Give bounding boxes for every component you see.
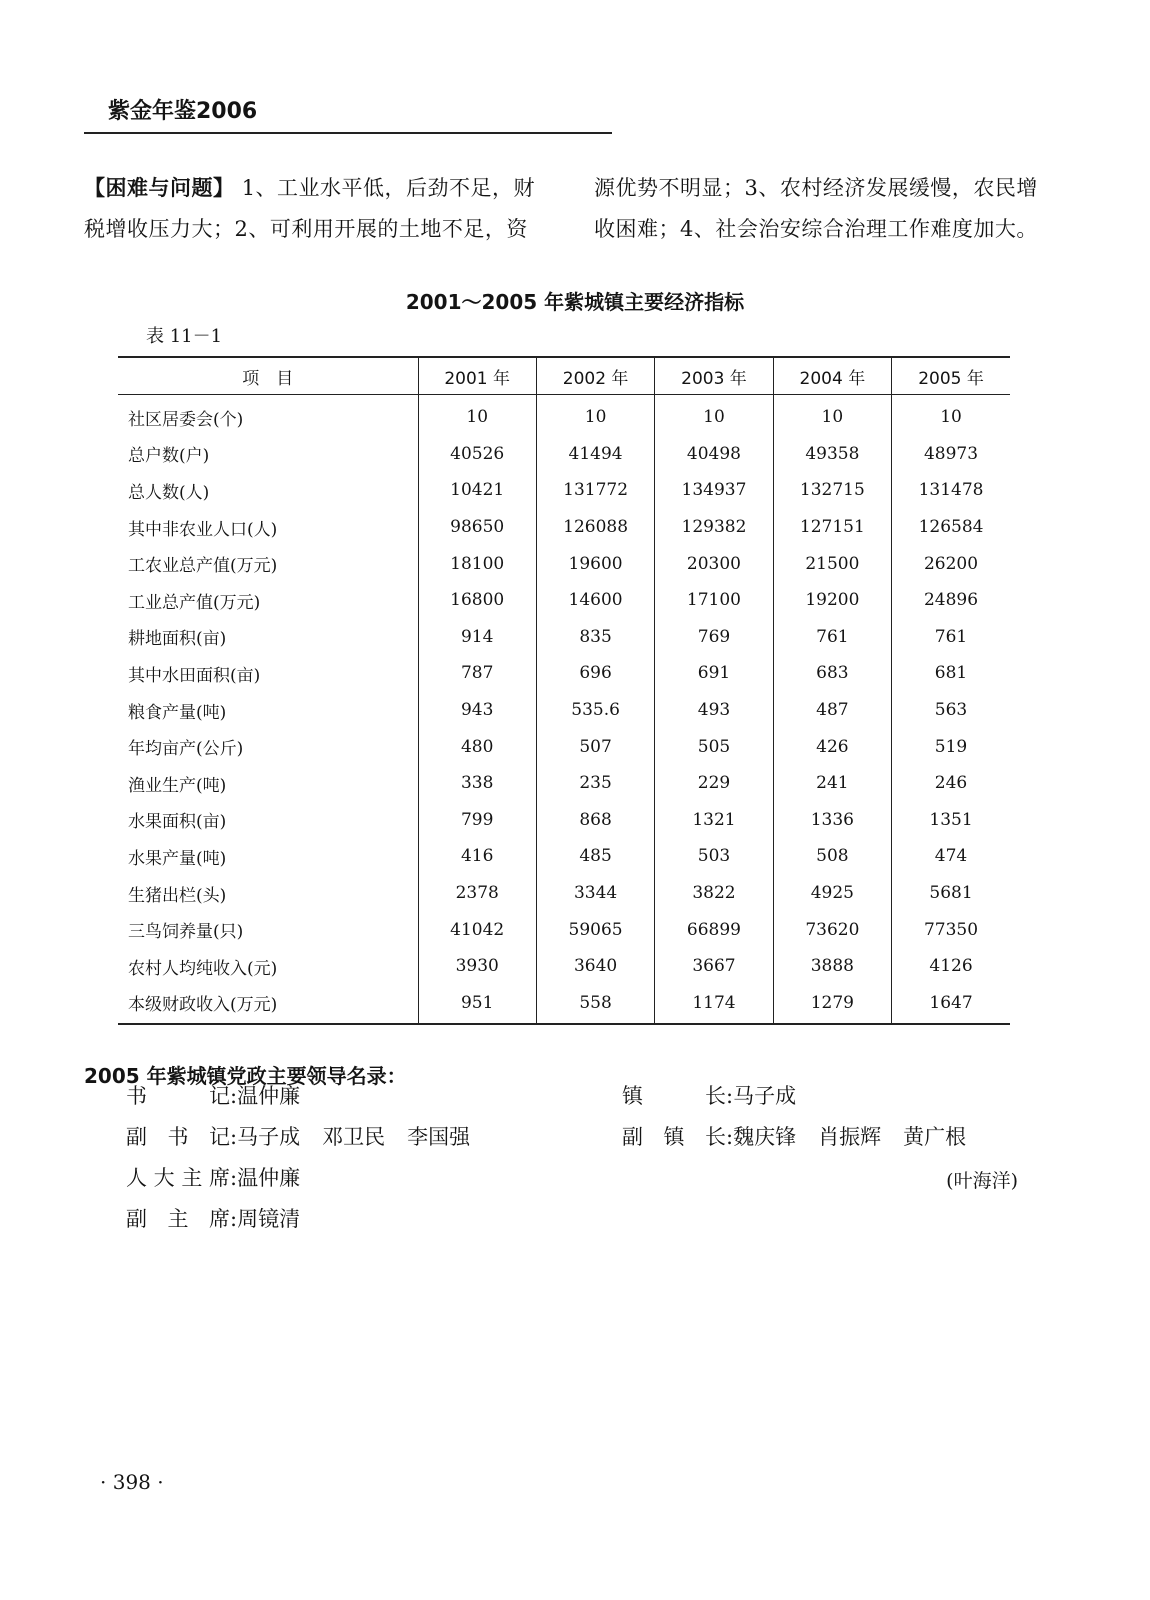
leader-role: 副主席 <box>126 1207 230 1231</box>
value-cell: 241 <box>773 765 891 802</box>
row-label-cell: 总户数(户) <box>128 446 210 467</box>
value-cell: 5681 <box>892 875 1010 912</box>
value-cell: 493 <box>655 692 773 729</box>
row-label-cell: 其中水田面积(亩) <box>128 665 261 686</box>
value-cell: 487 <box>773 692 891 729</box>
table-row <box>118 692 1010 729</box>
table-row <box>118 875 1010 912</box>
table-row <box>118 545 1010 582</box>
value-cell: 40498 <box>655 436 773 473</box>
row-label-cell: 年均亩产(公斤) <box>128 739 244 760</box>
value-cell: 787 <box>418 655 536 692</box>
leader-entry-deputy-secretary: 副书记:马子成 邓卫民 李国强 <box>126 1121 492 1151</box>
value-cell: 41042 <box>418 911 536 948</box>
row-label-cell: 渔业生产(吨) <box>128 775 227 796</box>
value-cell: 338 <box>418 765 536 802</box>
paragraph-line: 1、工业水平低，后劲不足，财 <box>241 176 536 200</box>
value-cell: 835 <box>536 619 654 656</box>
value-cell: 485 <box>536 838 654 875</box>
column-header: 2002 年 <box>536 357 654 395</box>
table-row <box>118 911 1010 948</box>
leader-role: 人大主席 <box>126 1166 230 1190</box>
value-cell: 519 <box>892 728 1010 765</box>
value-cell: 98650 <box>418 509 536 546</box>
leader-name: 肖振辉 <box>818 1125 882 1149</box>
table-row <box>118 728 1010 765</box>
value-cell: 77350 <box>892 911 1010 948</box>
table-row <box>118 436 1010 473</box>
leader-role: 副书记 <box>126 1125 230 1149</box>
paragraph-line: 税增收压力大；2、可利用开展的土地不足，资 <box>84 217 528 241</box>
value-cell: 129382 <box>655 509 773 546</box>
leader-name: 马子成 <box>237 1125 301 1149</box>
paragraph-line: 源优势不明显；3、农村经济发展缓慢，农民增 <box>594 176 1038 200</box>
table-row <box>118 948 1010 985</box>
value-cell: 40526 <box>418 436 536 473</box>
leader-role: 镇长 <box>622 1084 726 1108</box>
table-row <box>118 838 1010 875</box>
value-cell: 1174 <box>655 985 773 1025</box>
value-cell: 16800 <box>418 582 536 619</box>
table-title: 2001～2005 年紫城镇主要经济指标 <box>405 290 745 314</box>
value-cell: 41494 <box>536 436 654 473</box>
column-header: 2001 年 <box>418 357 536 395</box>
value-cell: 416 <box>418 838 536 875</box>
value-cell: 127151 <box>773 509 891 546</box>
row-label-cell: 工农业总产值(万元) <box>128 556 278 577</box>
value-cell: 131772 <box>536 472 654 509</box>
leader-entry-secretary: 书记:温仲廉 <box>126 1080 322 1110</box>
row-label-cell: 生猪出栏(头) <box>128 885 227 906</box>
value-cell: 59065 <box>536 911 654 948</box>
value-cell: 4925 <box>773 875 891 912</box>
value-cell: 769 <box>655 619 773 656</box>
value-cell: 3640 <box>536 948 654 985</box>
value-cell: 2378 <box>418 875 536 912</box>
row-label-cell: 耕地面积(亩) <box>128 629 227 650</box>
value-cell: 683 <box>773 655 891 692</box>
value-cell: 868 <box>536 802 654 839</box>
value-cell: 696 <box>536 655 654 692</box>
row-label-cell: 粮食产量(吨) <box>128 702 227 723</box>
paragraph-line: 收困难；4、社会治安综合治理工作难度加大。 <box>594 217 1038 241</box>
value-cell: 73620 <box>773 911 891 948</box>
value-cell: 26200 <box>892 545 1010 582</box>
value-cell: 229 <box>655 765 773 802</box>
value-cell: 503 <box>655 838 773 875</box>
value-cell: 131478 <box>892 472 1010 509</box>
value-cell: 943 <box>418 692 536 729</box>
value-cell: 691 <box>655 655 773 692</box>
table-row <box>118 619 1010 656</box>
table-row <box>118 582 1010 619</box>
leader-name: 邓卫民 <box>322 1125 386 1149</box>
value-cell: 563 <box>892 692 1010 729</box>
value-cell: 10421 <box>418 472 536 509</box>
value-cell: 914 <box>418 619 536 656</box>
leader-entry-mayor: 镇长:马子成 <box>622 1080 818 1110</box>
table-row <box>118 802 1010 839</box>
value-cell: 10 <box>536 395 654 436</box>
value-cell: 799 <box>418 802 536 839</box>
leader-name: 李国强 <box>407 1125 471 1149</box>
value-cell: 1321 <box>655 802 773 839</box>
leader-name: 魏庆锋 <box>733 1125 797 1149</box>
value-cell: 1351 <box>892 802 1010 839</box>
value-cell: 134937 <box>655 472 773 509</box>
value-cell: 474 <box>892 838 1010 875</box>
value-cell: 3930 <box>418 948 536 985</box>
table-number: 表 11－1 <box>146 326 223 347</box>
row-label-cell: 三鸟饲养量(只) <box>128 922 244 943</box>
value-cell: 1336 <box>773 802 891 839</box>
row-label-cell: 本级财政收入(万元) <box>118 985 418 1025</box>
economic-indicators-table <box>118 356 1010 1025</box>
row-label-cell: 社区居委会(个) <box>128 409 244 430</box>
column-header: 项 目 <box>118 357 418 395</box>
value-cell: 480 <box>418 728 536 765</box>
value-cell: 426 <box>773 728 891 765</box>
value-cell: 1279 <box>773 985 891 1025</box>
value-cell: 20300 <box>655 545 773 582</box>
value-cell: 19600 <box>536 545 654 582</box>
leader-entry-deputy-mayor: 副镇长:魏庆锋 肖振辉 黄广根 <box>622 1121 988 1151</box>
value-cell: 3822 <box>655 875 773 912</box>
value-cell: 761 <box>773 619 891 656</box>
value-cell: 48973 <box>892 436 1010 473</box>
value-cell: 3888 <box>773 948 891 985</box>
value-cell: 10 <box>655 395 773 436</box>
value-cell: 508 <box>773 838 891 875</box>
leaders-title: 2005 年紫城镇党政主要领导名录： <box>84 1064 407 1088</box>
value-cell: 1647 <box>892 985 1010 1025</box>
value-cell: 246 <box>892 765 1010 802</box>
table-row <box>118 655 1010 692</box>
row-label-cell: 水果产量(吨) <box>128 848 227 869</box>
value-cell: 126584 <box>892 509 1010 546</box>
value-cell: 507 <box>536 728 654 765</box>
leader-role: 副镇长 <box>622 1125 726 1149</box>
leader-entry-npc-chair: 人大主席:温仲廉 <box>126 1162 322 1192</box>
value-cell: 3344 <box>536 875 654 912</box>
value-cell: 3667 <box>655 948 773 985</box>
column-header: 2004 年 <box>773 357 891 395</box>
header-divider <box>84 132 612 134</box>
section-heading: 【困难与问题】 <box>84 176 235 200</box>
table-row <box>118 509 1010 546</box>
value-cell: 681 <box>892 655 1010 692</box>
value-cell: 10 <box>773 395 891 436</box>
value-cell: 24896 <box>892 582 1010 619</box>
value-cell: 235 <box>536 765 654 802</box>
value-cell: 126088 <box>536 509 654 546</box>
table-row <box>118 985 1010 1025</box>
leader-name: 周镜清 <box>237 1207 301 1231</box>
value-cell: 21500 <box>773 545 891 582</box>
paragraph-column-left <box>84 168 535 250</box>
leader-entry-vice-chair: 副主席:周镜清 <box>126 1203 322 1233</box>
row-label-cell: 其中非农业人口(人) <box>128 519 278 540</box>
value-cell: 761 <box>892 619 1010 656</box>
column-header: 2003 年 <box>655 357 773 395</box>
page-number: · 398 · <box>100 1470 164 1494</box>
value-cell: 66899 <box>655 911 773 948</box>
leader-name: 黄广根 <box>903 1125 967 1149</box>
value-cell: 17100 <box>655 582 773 619</box>
row-label-cell: 工业总产值(万元) <box>128 592 261 613</box>
value-cell: 505 <box>655 728 773 765</box>
row-label-cell: 农村人均纯收入(元) <box>128 958 278 979</box>
value-cell: 4126 <box>892 948 1010 985</box>
value-cell: 10 <box>892 395 1010 436</box>
leader-role: 书记 <box>126 1084 230 1108</box>
value-cell: 14600 <box>536 582 654 619</box>
value-cell: 535.6 <box>536 692 654 729</box>
value-cell: 10 <box>418 395 536 436</box>
leader-name: 温仲廉 <box>237 1166 301 1190</box>
value-cell: 132715 <box>773 472 891 509</box>
table-header-row <box>118 357 1010 395</box>
column-header: 2005 年 <box>892 357 1010 395</box>
running-header: 紫金年鉴2006 <box>108 99 258 124</box>
value-cell: 558 <box>536 985 654 1025</box>
value-cell: 951 <box>418 985 536 1025</box>
table-row <box>118 765 1010 802</box>
row-label-cell: 总人数(人) <box>128 482 210 503</box>
author-credit: (叶海洋) <box>946 1170 1018 1192</box>
leader-name: 温仲廉 <box>237 1084 301 1108</box>
table-row <box>118 395 1010 436</box>
leader-name: 马子成 <box>733 1084 797 1108</box>
value-cell: 19200 <box>773 582 891 619</box>
paragraph-column-right <box>594 168 1038 250</box>
value-cell: 49358 <box>773 436 891 473</box>
row-label-cell: 水果面积(亩) <box>128 812 227 833</box>
value-cell: 18100 <box>418 545 536 582</box>
table-row <box>118 472 1010 509</box>
